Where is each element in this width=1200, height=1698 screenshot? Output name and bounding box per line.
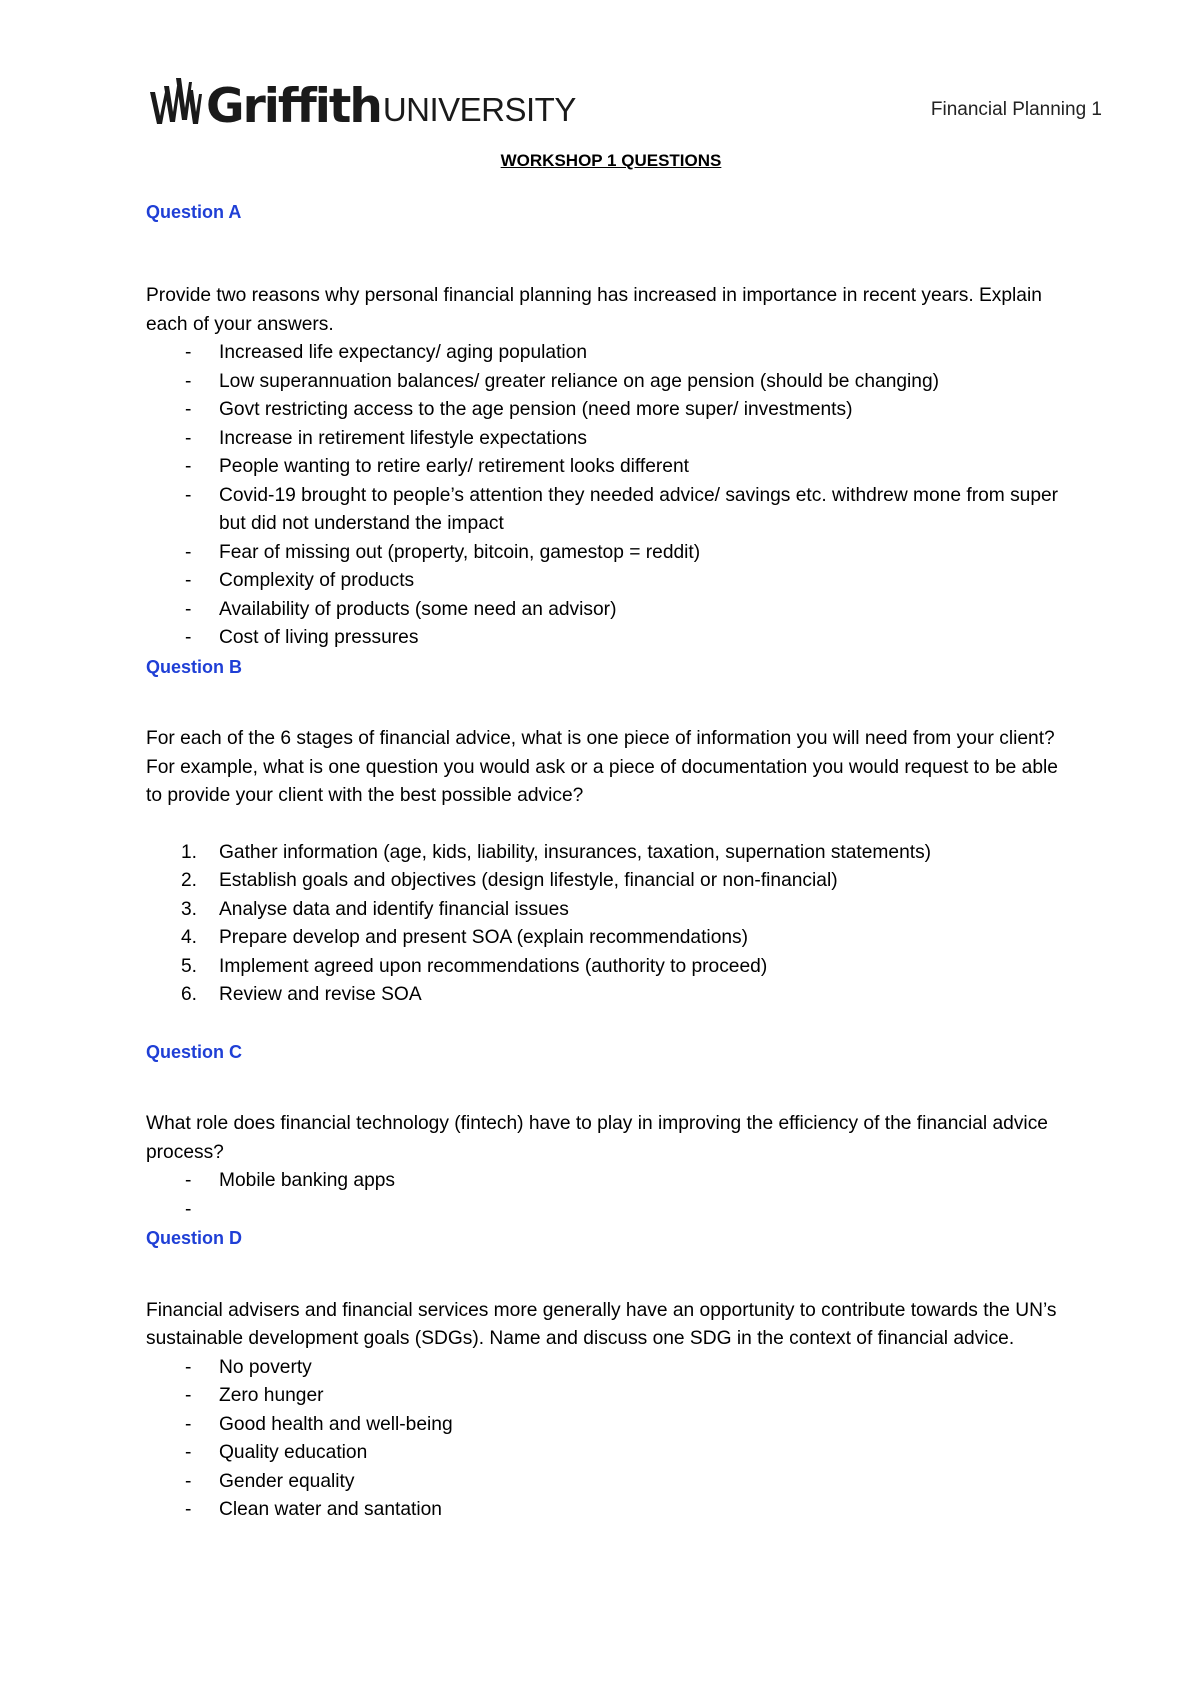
list-item-text: Gather information (age, kids, liability, insurances, taxation, supernation statements) [219,841,932,863]
list-item [146,1196,1076,1225]
document-body [146,147,1076,1525]
list-item-text: Prepare develop and present SOA (explain recommendations) [219,927,749,948]
list-item: - No poverty [146,1354,1076,1383]
question-d-answers [146,1354,1076,1525]
question-a-answers [146,339,1076,653]
list-number: 4. [181,927,198,948]
list-item: - Gender equality [146,1468,1076,1497]
list-item: - Low superannuation balances/ greater reliance on age pension (should be changing) [146,368,1076,397]
question-a-section [146,198,1076,653]
list-item: - Quality education [146,1439,1076,1468]
list-number: 2. [181,870,198,891]
list-item: - Covid-19 brought to people’s attention they needed advice/ savings etc. withdrew mone from super but did not understand the impact [146,482,1076,539]
list-item: - Mobile banking apps [146,1167,1076,1196]
list-item: - Zero hunger [146,1382,1076,1411]
list-item: - Complexity of products [146,567,1076,596]
question-a-heading: Question A [146,201,242,222]
question-b-section [146,653,1076,1038]
university-logo [146,70,576,134]
list-item [146,981,1076,1010]
list-item: - Increased life expectancy/ aging population [146,339,1076,368]
list-number: 3. [181,898,198,920]
list-item: - Fear of missing out (property, bitcoin, gamestop = reddit) [146,539,1076,568]
question-c-prompt: What role does financial technology (fintech) have to play in improving the efficiency of the financial advice process? [146,1113,1048,1163]
question-c-section [146,1038,1076,1225]
question-c-heading: Question C [146,1041,243,1062]
list-item: - People wanting to retire early/ retirement looks different [146,453,1076,482]
question-b-answers [146,839,1076,1010]
running-head: Financial Planning 1 [930,99,1102,120]
list-number: 6. [181,984,198,1005]
list-item: - Good health and well-being [146,1411,1076,1440]
list-number: 5. [181,955,198,977]
question-b-prompt: For each of the 6 stages of financial advice, what is one piece of information you will need from your client? For example, what is one question you would ask or a piece of documentation you would request to be able to provide your client with the best possible advice? [146,728,1058,806]
list-item: - Clean water and santation [146,1496,1076,1525]
list-item-text: Analyse data and identify financial issues [219,898,569,920]
list-item-text: Establish goals and objectives (design lifestyle, financial or non-financial) [219,870,838,891]
logo-suffix: UNIVERSITY [382,91,576,128]
list-item [146,896,1076,925]
list-item: - Availability of products (some need an advisor) [146,596,1076,625]
question-a-prompt: Provide two reasons why personal financial planning has increased in importance in recent years. Explain each of your answers. [146,285,1042,335]
list-item: - Cost of living pressures [146,624,1076,653]
list-item-text: Review and revise SOA [219,984,422,1005]
list-item [146,924,1076,953]
list-item [146,953,1076,982]
list-item: - Increase in retirement lifestyle expectations [146,425,1076,454]
question-d-heading: Question D [146,1228,243,1248]
question-c-answers [146,1167,1076,1224]
logo-name: Griffith [206,79,381,134]
list-item: - Govt restricting access to the age pension (need more super/ investments) [146,396,1076,425]
list-item [146,839,1076,868]
list-item-text: Implement agreed upon recommendations (authority to proceed) [219,955,768,977]
question-b-heading: Question B [146,656,243,677]
document-title: WORKSHOP 1 QUESTIONS [500,151,722,170]
question-d-section [146,1224,1076,1525]
list-number: 1. [181,841,198,863]
question-d-prompt: Financial advisers and financial services more generally have an opportunity to contribute towards the UN’s sustainable development goals (SDGs). Name and discuss one SDG in the context of financial advice. [146,1299,1057,1349]
list-item [146,867,1076,896]
griffith-emblem-icon [146,72,204,130]
